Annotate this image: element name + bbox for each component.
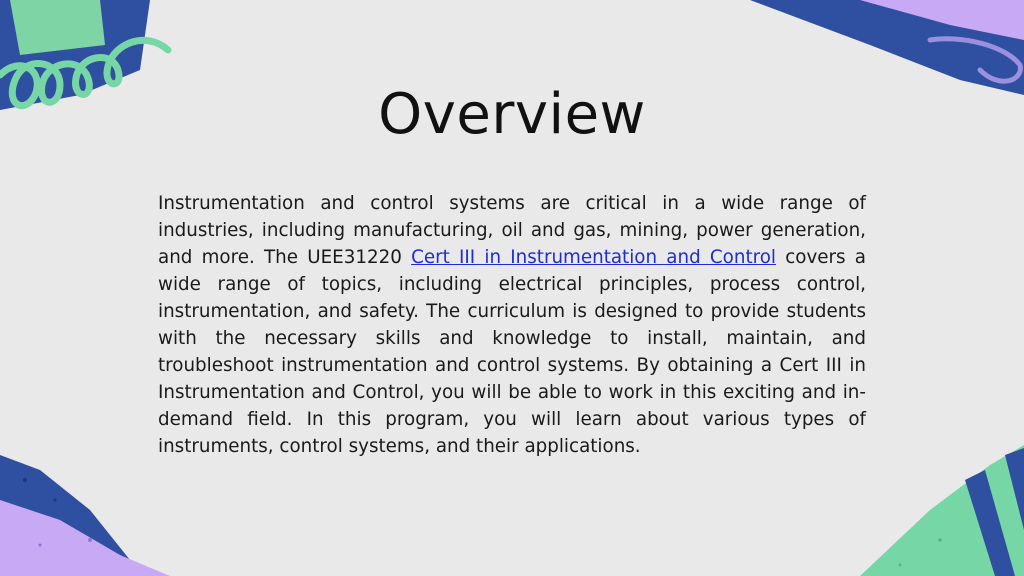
paragraph-text-before-link: Instrumentation and control systems are critical in a wide range of industries, including manufacturing, oil and gas, mining, power generation, and more. The UEE31220 — [158, 193, 866, 268]
cert-iii-link[interactable]: Cert III in Instrumentation and Control — [411, 247, 776, 268]
bottom-right-decoration — [860, 445, 1024, 576]
bottom-left-decoration — [0, 455, 170, 576]
top-right-decoration — [750, 0, 1024, 95]
paragraph-text-after-link: covers a wide range of topics, including electrical principles, process control, instrumentation, and safety. The curriculum is designed to provide students with the necessary skills and knowledge to install, maintain, and troubleshoot instrumentation and control systems. By obtaining a Cert III in Instrumentation and Control, you will be able to work in this exciting and in-demand field. In this program, you will learn about various types of instruments, control systems, and their applications. — [158, 247, 866, 457]
overview-paragraph — [158, 190, 866, 460]
slide-title: Overview — [378, 82, 646, 147]
